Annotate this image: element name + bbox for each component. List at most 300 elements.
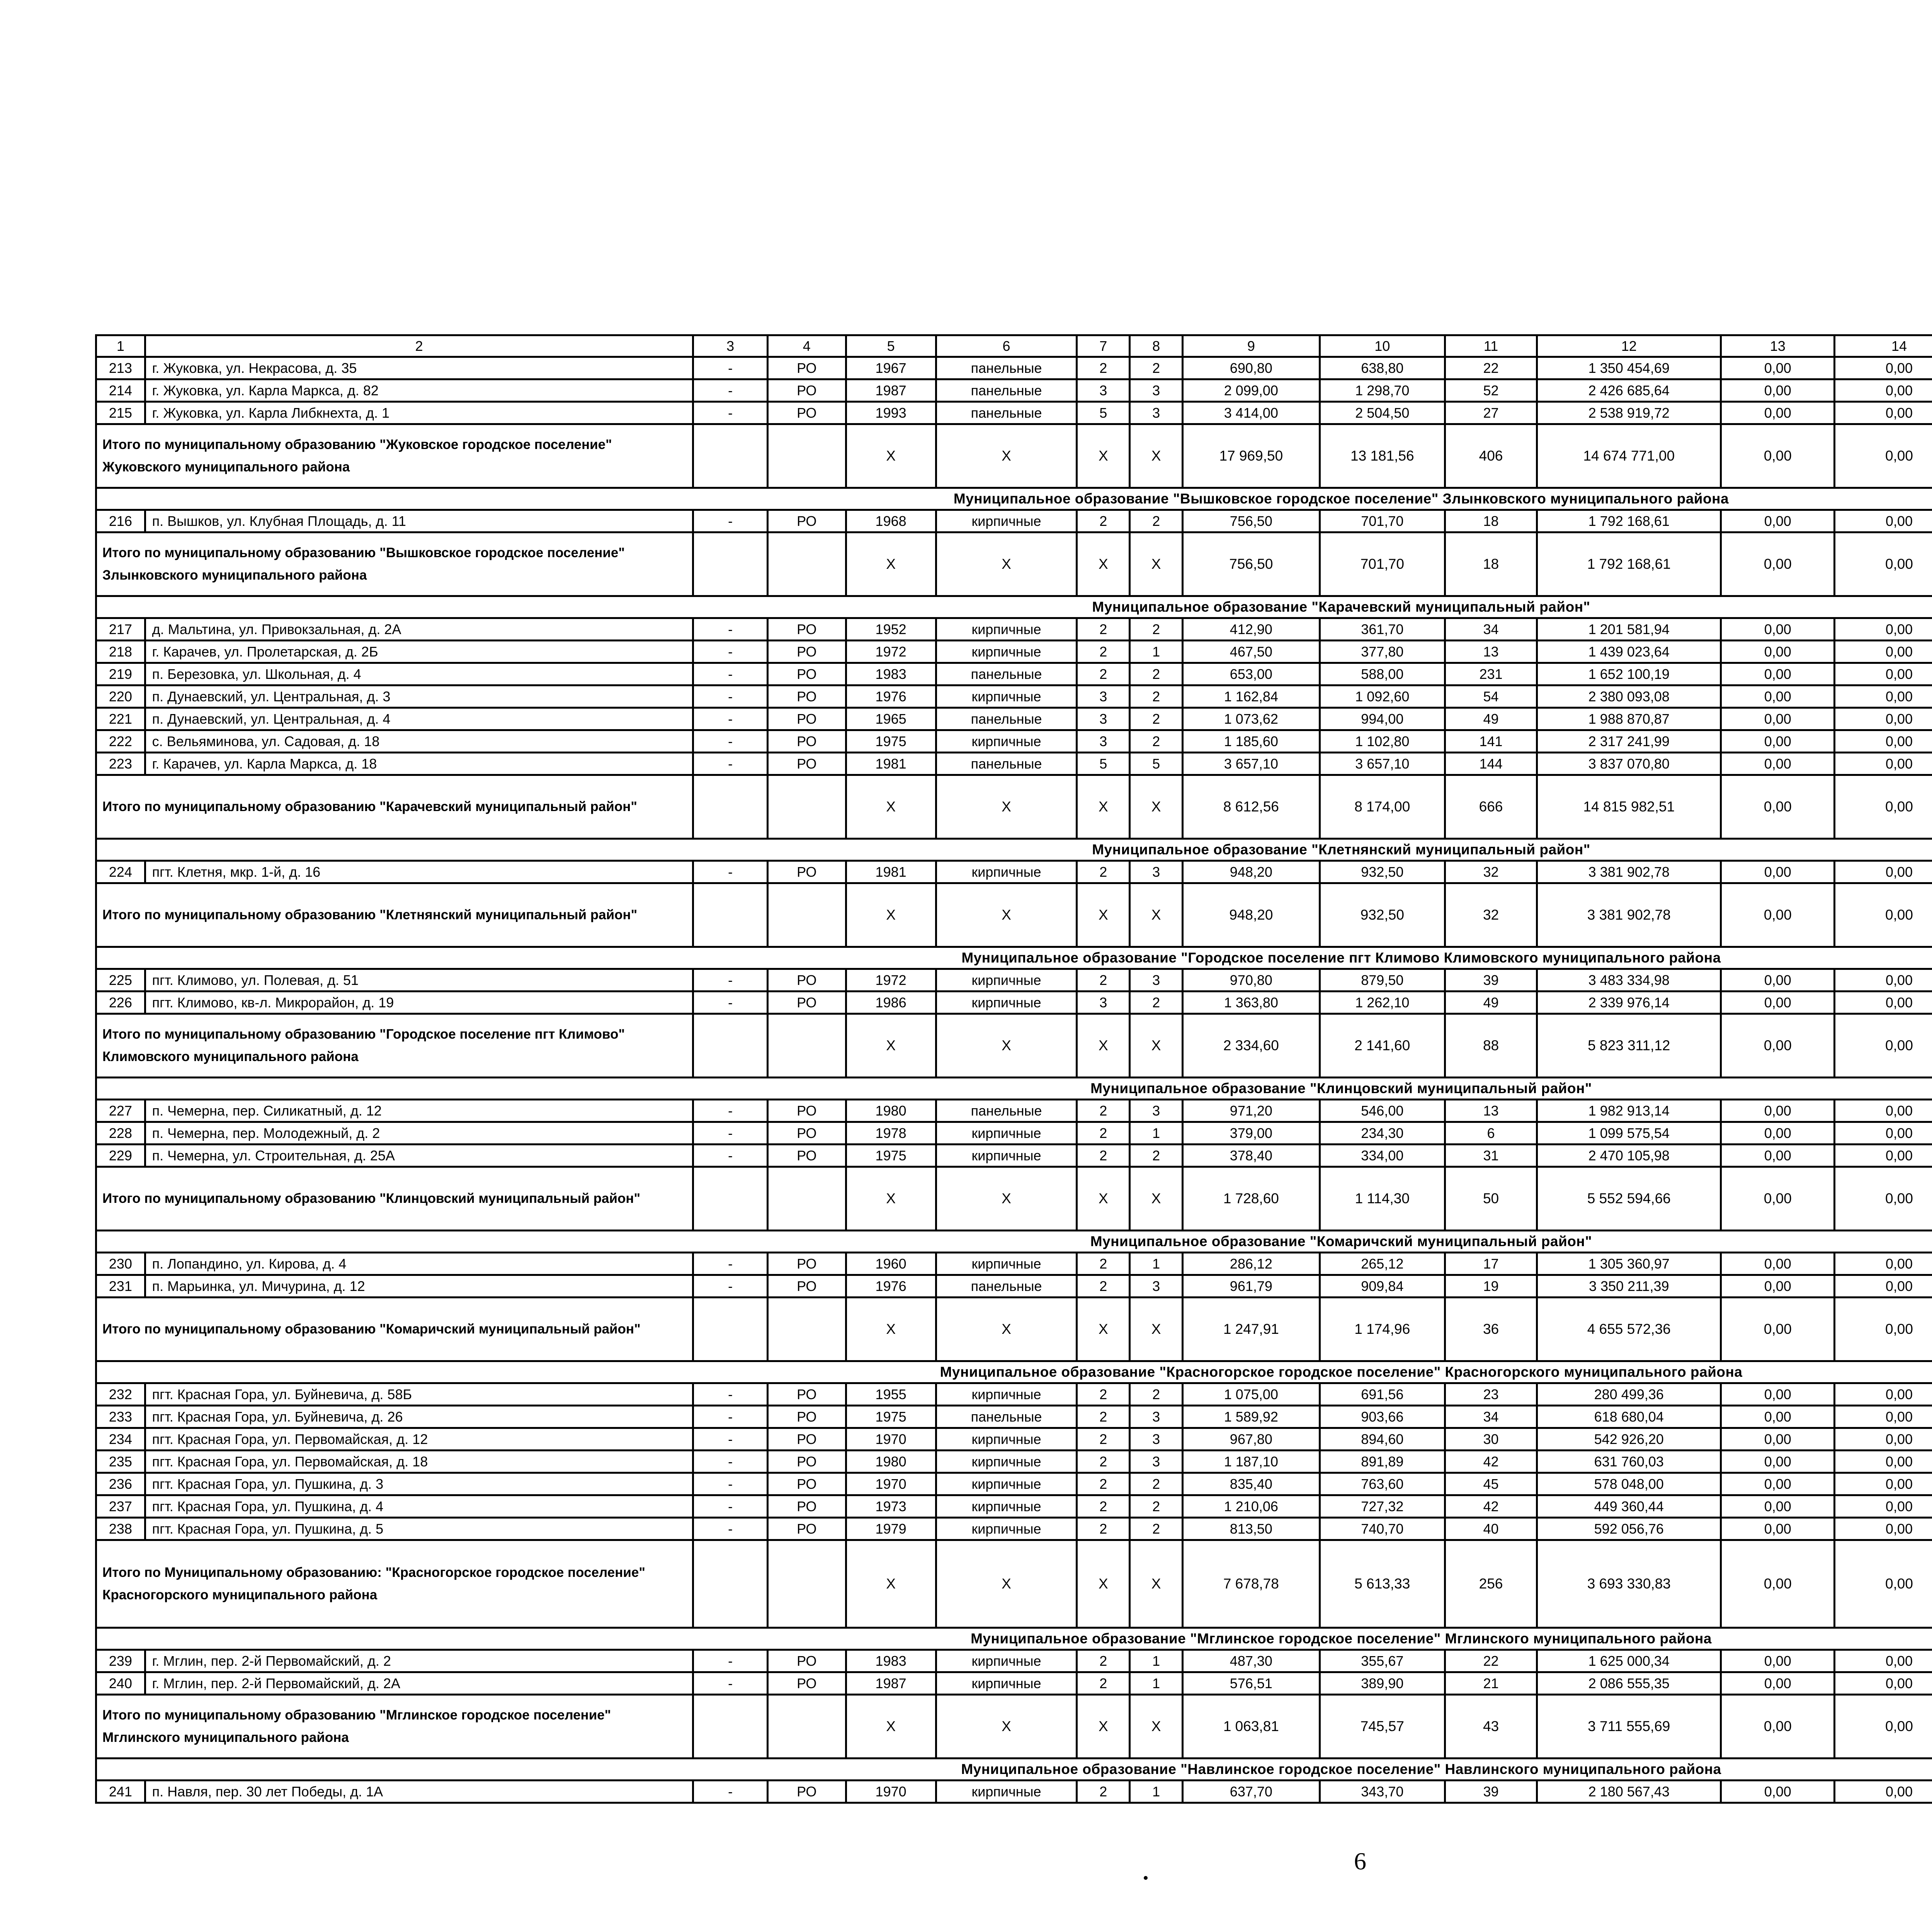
- value-cell: 5: [1077, 402, 1130, 424]
- value-cell: 0,00: [1721, 753, 1835, 775]
- value-cell: 1 092,60: [1320, 685, 1445, 708]
- value-cell: 0,00: [1721, 1145, 1835, 1167]
- subtotal-value-cell: 0,00: [1721, 532, 1835, 596]
- value-cell: 280 499,36: [1537, 1383, 1721, 1406]
- value-cell: РО: [767, 402, 846, 424]
- value-cell: кирпичные: [936, 1781, 1077, 1803]
- value-cell: 756,50: [1183, 510, 1320, 532]
- value-cell: 618 680,04: [1537, 1406, 1721, 1428]
- subtotal-value-cell: X: [936, 883, 1077, 947]
- subtotal-value-cell: X: [1130, 424, 1183, 488]
- value-cell: 6: [1445, 1122, 1537, 1145]
- value-cell: -: [693, 685, 768, 708]
- value-cell: 2: [1077, 1406, 1130, 1428]
- value-cell: РО: [767, 663, 846, 685]
- subtotal-value-cell: X: [1077, 424, 1130, 488]
- subtotal-value-cell: [767, 1167, 846, 1231]
- value-cell: 54: [1445, 685, 1537, 708]
- value-cell: 813,50: [1183, 1518, 1320, 1540]
- value-cell: 1981: [846, 861, 936, 883]
- subtotal-label: Итого по муниципальному образованию "Городское поселение пгт Климово" Климовского муниципального района: [96, 1014, 693, 1078]
- value-cell: 5: [1130, 753, 1183, 775]
- subtotal-value-cell: [767, 1014, 846, 1078]
- value-cell: 835,40: [1183, 1473, 1320, 1495]
- value-cell: 0,00: [1721, 1100, 1835, 1122]
- value-cell: 0,00: [1835, 1473, 1932, 1495]
- value-cell: 42: [1445, 1495, 1537, 1518]
- column-number-cell: 9: [1183, 335, 1320, 357]
- value-cell: 3 414,00: [1183, 402, 1320, 424]
- value-cell: -: [693, 1473, 768, 1495]
- value-cell: кирпичные: [936, 1518, 1077, 1540]
- house-row: [96, 1122, 1932, 1145]
- subtotal-value-cell: 406: [1445, 424, 1537, 488]
- value-cell: 31: [1445, 1145, 1537, 1167]
- value-cell: 2: [1130, 1518, 1183, 1540]
- value-cell: 39: [1445, 1781, 1537, 1803]
- value-cell: 220: [96, 685, 145, 708]
- address-cell: г. Карачев, ул. Пролетарская, д. 2Б: [145, 641, 693, 663]
- subtotal-value-cell: X: [846, 1014, 936, 1078]
- subtotal-value-cell: 3 711 555,69: [1537, 1695, 1721, 1759]
- value-cell: 1960: [846, 1253, 936, 1275]
- value-cell: 1 185,60: [1183, 730, 1320, 753]
- value-cell: -: [693, 1428, 768, 1451]
- register-body: [96, 335, 1932, 1803]
- housing-register-table: [95, 334, 1932, 1804]
- value-cell: РО: [767, 641, 846, 663]
- value-cell: РО: [767, 1495, 846, 1518]
- value-cell: кирпичные: [936, 1383, 1077, 1406]
- value-cell: 0,00: [1721, 861, 1835, 883]
- value-cell: 1980: [846, 1451, 936, 1473]
- subtotal-value-cell: 36: [1445, 1298, 1537, 1361]
- value-cell: 0,00: [1721, 1253, 1835, 1275]
- value-cell: -: [693, 730, 768, 753]
- address-cell: д. Мальтина, ул. Привокзальная, д. 2А: [145, 618, 693, 641]
- value-cell: 1987: [846, 379, 936, 402]
- house-row: [96, 1100, 1932, 1122]
- subtotal-value-cell: 1 792 168,61: [1537, 532, 1721, 596]
- value-cell: 0,00: [1835, 1495, 1932, 1518]
- value-cell: -: [693, 1383, 768, 1406]
- value-cell: 334,00: [1320, 1145, 1445, 1167]
- value-cell: 2: [1077, 1253, 1130, 1275]
- value-cell: 0,00: [1835, 685, 1932, 708]
- value-cell: 631 760,03: [1537, 1451, 1721, 1473]
- value-cell: 355,67: [1320, 1650, 1445, 1672]
- subtotal-row: [96, 1298, 1932, 1361]
- value-cell: 0,00: [1721, 685, 1835, 708]
- value-cell: 378,40: [1183, 1145, 1320, 1167]
- value-cell: 2: [1077, 1275, 1130, 1298]
- value-cell: 2 426 685,64: [1537, 379, 1721, 402]
- house-row: [96, 1473, 1932, 1495]
- value-cell: 232: [96, 1383, 145, 1406]
- subtotal-value-cell: [767, 883, 846, 947]
- value-cell: 2: [1130, 618, 1183, 641]
- subtotal-value-cell: 8 174,00: [1320, 775, 1445, 839]
- value-cell: 34: [1445, 1406, 1537, 1428]
- value-cell: 2: [1077, 1451, 1130, 1473]
- value-cell: 1 652 100,19: [1537, 663, 1721, 685]
- subtotal-value-cell: 3 693 330,83: [1537, 1540, 1721, 1628]
- value-cell: 0,00: [1721, 1406, 1835, 1428]
- address-cell: п. Марьинка, ул. Мичурина, д. 12: [145, 1275, 693, 1298]
- municipality-header-row: [96, 596, 1932, 618]
- address-cell: п. Лопандино, ул. Кирова, д. 4: [145, 1253, 693, 1275]
- value-cell: 1 988 870,87: [1537, 708, 1721, 730]
- subtotal-value-cell: 0,00: [1721, 1014, 1835, 1078]
- value-cell: 22: [1445, 357, 1537, 379]
- value-cell: 1968: [846, 510, 936, 532]
- subtotal-value-cell: X: [1077, 1167, 1130, 1231]
- value-cell: 1978: [846, 1122, 936, 1145]
- value-cell: 3: [1130, 969, 1183, 992]
- value-cell: 1972: [846, 641, 936, 663]
- subtotal-label: Итого по муниципальному образованию "Жуковское городское поселение" Жуковского муниципального района: [96, 424, 693, 488]
- address-cell: пгт. Климово, ул. Полевая, д. 51: [145, 969, 693, 992]
- value-cell: 701,70: [1320, 510, 1445, 532]
- subtotal-value-cell: 14 815 982,51: [1537, 775, 1721, 839]
- subtotal-value-cell: 1 174,96: [1320, 1298, 1445, 1361]
- value-cell: РО: [767, 618, 846, 641]
- subtotal-label: Итого по Муниципальному образованию: "Красногорское городское поселение" Красногорского муниципального района: [96, 1540, 693, 1628]
- address-cell: п. Навля, пер. 30 лет Победы, д. 1А: [145, 1781, 693, 1803]
- value-cell: РО: [767, 357, 846, 379]
- value-cell: РО: [767, 861, 846, 883]
- value-cell: 1 162,84: [1183, 685, 1320, 708]
- value-cell: панельные: [936, 1100, 1077, 1122]
- value-cell: 3: [1130, 1428, 1183, 1451]
- house-row: [96, 510, 1932, 532]
- value-cell: 2: [1077, 641, 1130, 663]
- subtotal-value-cell: 2 334,60: [1183, 1014, 1320, 1078]
- address-cell: п. Дунаевский, ул. Центральная, д. 4: [145, 708, 693, 730]
- value-cell: РО: [767, 1672, 846, 1695]
- subtotal-value-cell: [693, 883, 768, 947]
- subtotal-row: [96, 1167, 1932, 1231]
- house-row: [96, 1383, 1932, 1406]
- value-cell: 1980: [846, 1100, 936, 1122]
- value-cell: 0,00: [1721, 1383, 1835, 1406]
- subtotal-value-cell: X: [846, 1540, 936, 1628]
- value-cell: кирпичные: [936, 730, 1077, 753]
- value-cell: 213: [96, 357, 145, 379]
- subtotal-row: [96, 775, 1932, 839]
- value-cell: 0,00: [1835, 1451, 1932, 1473]
- subtotal-value-cell: 0,00: [1721, 883, 1835, 947]
- value-cell: 0,00: [1835, 1383, 1932, 1406]
- value-cell: РО: [767, 1275, 846, 1298]
- value-cell: РО: [767, 730, 846, 753]
- value-cell: 961,79: [1183, 1275, 1320, 1298]
- value-cell: кирпичные: [936, 1428, 1077, 1451]
- house-row: [96, 618, 1932, 641]
- value-cell: 2: [1130, 992, 1183, 1014]
- address-cell: г. Жуковка, ул. Карла Либкнехта, д. 1: [145, 402, 693, 424]
- value-cell: -: [693, 1253, 768, 1275]
- value-cell: 1967: [846, 357, 936, 379]
- subtotal-value-cell: 932,50: [1320, 883, 1445, 947]
- address-cell: г. Мглин, пер. 2-й Первомайский, д. 2А: [145, 1672, 693, 1695]
- value-cell: 763,60: [1320, 1473, 1445, 1495]
- value-cell: РО: [767, 992, 846, 1014]
- value-cell: кирпичные: [936, 641, 1077, 663]
- subtotal-value-cell: [693, 1298, 768, 1361]
- value-cell: 1970: [846, 1781, 936, 1803]
- subtotal-value-cell: 0,00: [1721, 1298, 1835, 1361]
- value-cell: 727,32: [1320, 1495, 1445, 1518]
- address-cell: г. Мглин, пер. 2-й Первомайский, д. 2: [145, 1650, 693, 1672]
- value-cell: 2: [1077, 1122, 1130, 1145]
- value-cell: 994,00: [1320, 708, 1445, 730]
- subtotal-value-cell: 88: [1445, 1014, 1537, 1078]
- subtotal-value-cell: 0,00: [1835, 1540, 1932, 1628]
- subtotal-value-cell: [767, 532, 846, 596]
- subtotal-value-cell: X: [846, 532, 936, 596]
- value-cell: 3: [1077, 708, 1130, 730]
- value-cell: 909,84: [1320, 1275, 1445, 1298]
- house-row: [96, 641, 1932, 663]
- value-cell: 0,00: [1835, 861, 1932, 883]
- subtotal-value-cell: 1 728,60: [1183, 1167, 1320, 1231]
- value-cell: -: [693, 1406, 768, 1428]
- subtotal-value-cell: X: [1130, 1695, 1183, 1759]
- subtotal-value-cell: 4 655 572,36: [1537, 1298, 1721, 1361]
- subtotal-value-cell: 2 141,60: [1320, 1014, 1445, 1078]
- value-cell: 1983: [846, 1650, 936, 1672]
- value-cell: 2 086 555,35: [1537, 1672, 1721, 1695]
- value-cell: 1976: [846, 1275, 936, 1298]
- value-cell: 45: [1445, 1473, 1537, 1495]
- value-cell: 0,00: [1721, 1495, 1835, 1518]
- value-cell: РО: [767, 1406, 846, 1428]
- value-cell: 0,00: [1721, 1428, 1835, 1451]
- subtotal-value-cell: 0,00: [1835, 1298, 1932, 1361]
- column-number-cell: 5: [846, 335, 936, 357]
- municipality-header-row: [96, 488, 1932, 510]
- value-cell: 891,89: [1320, 1451, 1445, 1473]
- value-cell: 0,00: [1721, 357, 1835, 379]
- address-cell: п. Чемерна, пер. Молодежный, д. 2: [145, 1122, 693, 1145]
- subtotal-value-cell: X: [1077, 1695, 1130, 1759]
- subtotal-value-cell: [693, 424, 768, 488]
- value-cell: кирпичные: [936, 1495, 1077, 1518]
- value-cell: -: [693, 1672, 768, 1695]
- address-cell: пгт. Клетня, мкр. 1-й, д. 16: [145, 861, 693, 883]
- value-cell: 3: [1077, 685, 1130, 708]
- subtotal-value-cell: 0,00: [1721, 424, 1835, 488]
- subtotal-value-cell: X: [936, 1298, 1077, 1361]
- house-row: [96, 1518, 1932, 1540]
- column-number-cell: 4: [767, 335, 846, 357]
- value-cell: РО: [767, 708, 846, 730]
- subtotal-value-cell: [693, 1167, 768, 1231]
- subtotal-value-cell: X: [1130, 1167, 1183, 1231]
- value-cell: 1981: [846, 753, 936, 775]
- column-number-cell: 7: [1077, 335, 1130, 357]
- subtotal-value-cell: [767, 1298, 846, 1361]
- column-number-cell: 13: [1721, 335, 1835, 357]
- value-cell: 588,00: [1320, 663, 1445, 685]
- value-cell: -: [693, 708, 768, 730]
- subtotal-label: Итого по муниципальному образованию "Вышковское городское поселение" Злынковского муниципального района: [96, 532, 693, 596]
- value-cell: панельные: [936, 663, 1077, 685]
- value-cell: -: [693, 969, 768, 992]
- subtotal-value-cell: X: [936, 1540, 1077, 1628]
- value-cell: 903,66: [1320, 1406, 1445, 1428]
- value-cell: 2: [1130, 1145, 1183, 1167]
- address-cell: п. Чемерна, пер. Силикатный, д. 12: [145, 1100, 693, 1122]
- subtotal-value-cell: X: [1130, 1014, 1183, 1078]
- value-cell: 0,00: [1835, 1253, 1932, 1275]
- municipality-title: Муниципальное образование "Карачевский муниципальный район": [96, 596, 1932, 618]
- value-cell: 1 589,92: [1183, 1406, 1320, 1428]
- value-cell: -: [693, 1495, 768, 1518]
- municipality-title: Муниципальное образование "Городское поселение пгт Климово Климовского муниципального района: [96, 947, 1932, 969]
- value-cell: 0,00: [1835, 663, 1932, 685]
- subtotal-value-cell: 0,00: [1721, 1167, 1835, 1231]
- value-cell: кирпичные: [936, 1672, 1077, 1695]
- subtotal-value-cell: 256: [1445, 1540, 1537, 1628]
- house-row: [96, 753, 1932, 775]
- value-cell: кирпичные: [936, 861, 1077, 883]
- subtotal-value-cell: 0,00: [1835, 1695, 1932, 1759]
- column-number-cell: 1: [96, 335, 145, 357]
- value-cell: 227: [96, 1100, 145, 1122]
- value-cell: 1975: [846, 1145, 936, 1167]
- value-cell: 0,00: [1721, 992, 1835, 1014]
- value-cell: РО: [767, 1383, 846, 1406]
- address-cell: пгт. Климово, кв-л. Микрорайон, д. 19: [145, 992, 693, 1014]
- value-cell: -: [693, 1122, 768, 1145]
- value-cell: 2: [1077, 1781, 1130, 1803]
- value-cell: РО: [767, 1781, 846, 1803]
- municipality-title: Муниципальное образование "Комаричский муниципальный район": [96, 1231, 1932, 1253]
- value-cell: 2: [1077, 357, 1130, 379]
- value-cell: 3: [1130, 1406, 1183, 1428]
- municipality-title: Муниципальное образование "Навлинское городское поселение" Навлинского муниципального района: [96, 1759, 1932, 1781]
- subtotal-value-cell: 0,00: [1835, 1167, 1932, 1231]
- subtotal-value-cell: 43: [1445, 1695, 1537, 1759]
- subtotal-label: Итого по муниципальному образованию "Мглинское городское поселение" Мглинского муниципального района: [96, 1695, 693, 1759]
- value-cell: РО: [767, 1253, 846, 1275]
- subtotal-value-cell: 756,50: [1183, 532, 1320, 596]
- value-cell: 2 099,00: [1183, 379, 1320, 402]
- value-cell: 1983: [846, 663, 936, 685]
- value-cell: 13: [1445, 1100, 1537, 1122]
- address-cell: п. Дунаевский, ул. Центральная, д. 3: [145, 685, 693, 708]
- value-cell: 233: [96, 1406, 145, 1428]
- value-cell: 1976: [846, 685, 936, 708]
- subtotal-value-cell: [693, 1540, 768, 1628]
- value-cell: 2: [1077, 1650, 1130, 1672]
- value-cell: 2: [1130, 685, 1183, 708]
- subtotal-value-cell: 0,00: [1721, 1540, 1835, 1628]
- subtotal-value-cell: X: [936, 1695, 1077, 1759]
- value-cell: 1 792 168,61: [1537, 510, 1721, 532]
- value-cell: 653,00: [1183, 663, 1320, 685]
- value-cell: 1: [1130, 1650, 1183, 1672]
- value-cell: 0,00: [1835, 1145, 1932, 1167]
- value-cell: 1993: [846, 402, 936, 424]
- value-cell: 2: [1077, 1518, 1130, 1540]
- value-cell: 379,00: [1183, 1122, 1320, 1145]
- value-cell: 3: [1130, 1451, 1183, 1473]
- value-cell: 52: [1445, 379, 1537, 402]
- subtotal-row: [96, 1014, 1932, 1078]
- value-cell: 2 538 919,72: [1537, 402, 1721, 424]
- value-cell: 0,00: [1721, 708, 1835, 730]
- municipality-title: Муниципальное образование "Клинцовский муниципальный район": [96, 1078, 1932, 1100]
- subtotal-value-cell: X: [846, 775, 936, 839]
- value-cell: 219: [96, 663, 145, 685]
- value-cell: 970,80: [1183, 969, 1320, 992]
- subtotal-label: Итого по муниципальному образованию "Карачевский муниципальный район": [96, 775, 693, 839]
- value-cell: 1955: [846, 1383, 936, 1406]
- municipality-title: Муниципальное образование "Клетнянский муниципальный район": [96, 839, 1932, 861]
- value-cell: 241: [96, 1781, 145, 1803]
- subtotal-value-cell: 0,00: [1835, 775, 1932, 839]
- value-cell: 3: [1130, 402, 1183, 424]
- value-cell: 0,00: [1835, 708, 1932, 730]
- subtotal-value-cell: 3 381 902,78: [1537, 883, 1721, 947]
- address-cell: пгт. Красная Гора, ул. Буйневича, д. 26: [145, 1406, 693, 1428]
- house-row: [96, 1451, 1932, 1473]
- column-number-cell: 11: [1445, 335, 1537, 357]
- value-cell: панельные: [936, 402, 1077, 424]
- house-row: [96, 730, 1932, 753]
- value-cell: кирпичные: [936, 1451, 1077, 1473]
- house-row: [96, 1672, 1932, 1695]
- subtotal-value-cell: 13 181,56: [1320, 424, 1445, 488]
- value-cell: 971,20: [1183, 1100, 1320, 1122]
- value-cell: 932,50: [1320, 861, 1445, 883]
- value-cell: 1975: [846, 1406, 936, 1428]
- value-cell: 2: [1130, 510, 1183, 532]
- subtotal-value-cell: [693, 1014, 768, 1078]
- value-cell: -: [693, 641, 768, 663]
- subtotal-value-cell: 14 674 771,00: [1537, 424, 1721, 488]
- value-cell: РО: [767, 1650, 846, 1672]
- value-cell: -: [693, 510, 768, 532]
- value-cell: 0,00: [1721, 1781, 1835, 1803]
- value-cell: 389,90: [1320, 1672, 1445, 1695]
- house-row: [96, 1428, 1932, 1451]
- value-cell: 217: [96, 618, 145, 641]
- value-cell: 0,00: [1835, 1100, 1932, 1122]
- value-cell: 23: [1445, 1383, 1537, 1406]
- subtotal-value-cell: X: [1077, 1298, 1130, 1361]
- value-cell: 21: [1445, 1672, 1537, 1695]
- value-cell: 1 298,70: [1320, 379, 1445, 402]
- value-cell: РО: [767, 1451, 846, 1473]
- value-cell: РО: [767, 1145, 846, 1167]
- house-row: [96, 992, 1932, 1014]
- subtotal-value-cell: 18: [1445, 532, 1537, 596]
- value-cell: 240: [96, 1672, 145, 1695]
- value-cell: 215: [96, 402, 145, 424]
- value-cell: 0,00: [1835, 1672, 1932, 1695]
- value-cell: 1952: [846, 618, 936, 641]
- value-cell: 39: [1445, 969, 1537, 992]
- value-cell: 487,30: [1183, 1650, 1320, 1672]
- value-cell: 2 317 241,99: [1537, 730, 1721, 753]
- municipality-header-row: [96, 1628, 1932, 1650]
- column-number-cell: 14: [1835, 335, 1932, 357]
- value-cell: РО: [767, 379, 846, 402]
